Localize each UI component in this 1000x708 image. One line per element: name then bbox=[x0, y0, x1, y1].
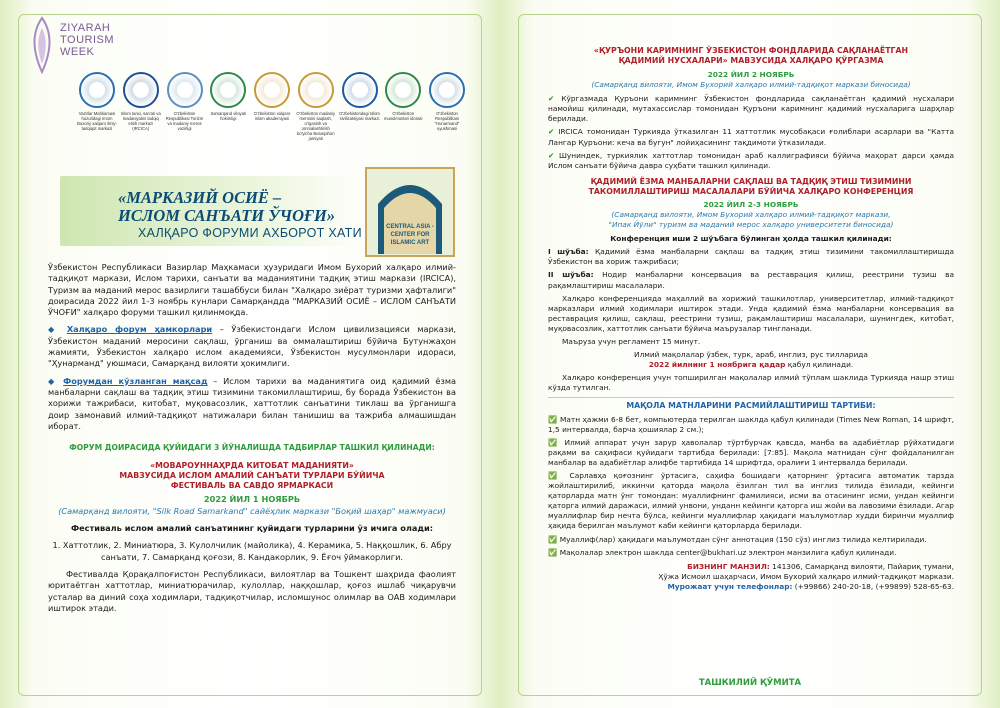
festival-list-title: Фестиваль ислом амалий санъатининг қуйидаги турларини ўз ичига олади: bbox=[70, 523, 434, 534]
partner-logo bbox=[426, 72, 468, 141]
partner-caption: O'zbekiston xalqaro islom akademiyasi bbox=[253, 111, 291, 121]
section-1: I шўъба: Қадимий ёзма манбаларни сақлаш ва тадқиқ этиш тизимини такомиллаштиришда Ўзбекистон ва хориж тажрибаси; bbox=[548, 247, 954, 267]
partner-caption: O'zbekiston Respublikasi Turizm va madaniy meros vazirligi bbox=[165, 111, 204, 131]
festival-list: 1. Хаттотлик, 2. Миниатюра, 3. Кулолчилик (майолика), 4. Керамика, 5. Наққошлик, 6. Абру санъати, 7. Самарқанд қоғози, 8. Кандакорлик, 9. Ёғоч ўймакорлиги. bbox=[52, 540, 452, 562]
partner-caption: Islom tarixi, san'ati va madaniyatini tadqiq etish markazi (IRCICA) bbox=[120, 111, 161, 131]
diamond-bullet-icon: ◆ bbox=[48, 324, 60, 335]
festival-title: «МОВАРОУННАҲРДА КИТОБАТ МАДАНИЯТИ» МАВЗУСИДА ИСЛОМ АМАЛИЙ САНЪАТИ ТУРЛАРИ БЎЙИЧА ФЕСТИВАЛЬ ВА САВДО ЯРМАРКАСИ bbox=[119, 461, 385, 491]
rule-item: ✅ Муаллиф(лар) ҳақидаги маълумотдан сўнг аннотация (150 сўз) инглиз тилида келтирилади. bbox=[548, 534, 927, 544]
rules-section bbox=[548, 397, 954, 557]
rule-item: ✅ Мақолалар электрон шаклда center@bukhari.uz электрон манзилига қабул қилинади. bbox=[548, 547, 897, 557]
svg-text:ISLAMIC ART: ISLAMIC ART bbox=[390, 240, 430, 246]
languages-text: Илмий мақолалар ўзбек, турк, араб, инглиз, рус тилларида bbox=[634, 350, 868, 360]
star-icon bbox=[342, 72, 378, 108]
checkmark-icon: ✔ bbox=[548, 150, 559, 160]
logo-flame-icon bbox=[28, 16, 56, 74]
conference-title: ҚАДИМИЙ ЁЗМА МАНБАЛАРНИ САҚЛАШ ВА ТАДҚИҚ ЭТИШ ТИЗИМИНИ ТАКОМИЛЛАШТИРИШ МАСАЛАЛАРИ БЎЙИЧА ХАЛҚАРО КОНФЕРЕНЦИЯ bbox=[588, 176, 914, 196]
svg-text:CENTRAL ASIA -: CENTRAL ASIA - bbox=[386, 224, 434, 230]
exhibition-date: 2022 ЙИЛ 2 НОЯБРЬ bbox=[707, 70, 795, 79]
partners-paragraph: ◆ Халқаро форум ҳамкорлари – Ўзбекистондаги Ислом цивилизацияси маркази, Ўзбекистон маданий меросини сақлаш, ўрганиш ва оммалаштириш бўйича Бутунжаҳон жамияти, Ўзбекистон халқаро ислом академияси, Ўзбекистон мусулмонлари идораси, "Ҳунарманд" уюшмаси, Самарқанд вилояти ҳокимлиги. bbox=[48, 324, 457, 369]
partner-logo bbox=[251, 72, 293, 141]
deadline-line: 2022 йилнинг 1 ноябрига қадар қабул қилинади. bbox=[648, 360, 854, 370]
rule-item: ✅ Матн ҳажми 6-8 бет, компьютерда терилган шаклда қабул қилинади (Times New Roman, 14 шрифт, 1,5 интервалда, барча ҳошиялар 2 см.); bbox=[548, 414, 954, 434]
building-icon bbox=[167, 72, 203, 108]
partner-logo bbox=[382, 72, 424, 141]
rules-title: МАҚОЛА МАТНЛАРИНИ РАСМИЙЛАШТИРИШ ТАРТИБИ: bbox=[626, 401, 876, 411]
islamic-arch-emblem bbox=[364, 158, 456, 258]
ornament-icon bbox=[254, 72, 290, 108]
regulation-text: Маърузa учун регламент 15 минут. bbox=[562, 336, 701, 346]
exhibition-item: ✔ IRCICA томонидан Туркияда ўтказилган 11 хаттотлик мусобақаси ғолиблари асарлари ва "Катта Лангар Қуръони: кеча ва бугун" лойиҳасининг тақдимоти ўтказилади. bbox=[548, 127, 955, 147]
partner-logo bbox=[76, 72, 118, 141]
checkmark-icon: ✔ bbox=[548, 127, 559, 137]
festival-date: 2022 ЙИЛ 1 НОЯБРЬ bbox=[203, 494, 301, 505]
banner-line-1: «МАРКАЗИЙ ОСИЁ – bbox=[118, 188, 282, 207]
publication-text: Халқаро конференция учун топширилган мақолалар илмий тўплам шаклида Туркияда нашр этиш кўзда тутилган. bbox=[548, 373, 954, 393]
partner-logo bbox=[120, 72, 162, 141]
svg-text:CENTER FOR: CENTER FOR bbox=[390, 232, 430, 238]
partner-logo bbox=[207, 72, 249, 141]
mosque-icon bbox=[385, 72, 421, 108]
emblem-icon bbox=[79, 72, 115, 108]
banner-line-3: ХАЛҚАРО ФОРУМИ АХБОРОТ ХАТИ bbox=[138, 226, 362, 240]
check-circle-icon: ✅ bbox=[548, 414, 561, 424]
conference-paragraph: Халқаро конференцияда маҳаллий ва хорижий ташкилотлар, университетлар, илмий-тадқиқот марказлари илмий ходимлари иштирок этади. Унда қадимий ёзма манбаларни консервация ва реставрация қилиш, сақлаш, реестрини тузиш, рақамлаштириш масалалари, шунингдек, китобат, муқовасозлик, хаттотлик санъати бўйича маърузалар тингланади. bbox=[548, 293, 954, 333]
exhibition-title: «ҚУРЪОНИ КАРИМНИНГ ЎЗБЕКИСТОН ФОНДЛАРИДА САҚЛАНАЁТГАН ҚАДИМИЙ НУСХАЛАРИ» МАВЗУСИДА ХАЛҚАРО ҚЎРГАЗМА bbox=[593, 46, 909, 65]
partner-caption: O'zbekistondagi Islom sivilizatsiyasi markazi bbox=[339, 111, 380, 121]
intro-paragraph: Ўзбекистон Республикаси Вазирлар Маҳкамаси ҳузуридаги Имом Бухорий халқаро илмий-тадқиқот маркази, Ислом тарихи, санъати ва маданиятини тадқиқ этиш маркази (IRCICA), Туризм ва маданий мерос вазирлиги ташаббуси билан "Халқаро зиёрат туризми ҳафталиги" доирасида 2022 йил 1-3 ноябрь кунлари Самарқандда "МАРКАЗИЙ ОСИЁ – ИСЛОМ САНЪАТИ ЎЧОҒИ" халқаро форуми ташкил қилинмоқда. bbox=[48, 262, 456, 318]
rules-list bbox=[548, 415, 954, 558]
state-emblem-icon bbox=[210, 72, 246, 108]
ziyarah-logo: ZIYARAH TOURISM WEEK bbox=[28, 12, 148, 78]
exhibition-items bbox=[548, 94, 954, 171]
phone-line: Мурожаат учун телефонлар: (+99866) 240-20-18, (+99899) 528-65-63. bbox=[667, 581, 954, 591]
exhibition-item: ✔ Кўргазмада Қуръони каримнинг Ўзбекистон фондларида сақланаётган қадимий нусхалари намойиш қилинади, мутахассислар томонидан Қуръони каримнинг қадимий нусхаларига шарҳлар берилади. bbox=[548, 94, 955, 124]
check-circle-icon: ✅ bbox=[548, 534, 560, 544]
section-2: II шўъба: Нодир манбаларни консервация ва реставрация қилиш, реестрини тузиш ва рақамлаштириш масалалари. bbox=[548, 270, 954, 290]
partner-caption: O'zbekiston Respublikasi "Hunarmand" uyushmasi bbox=[434, 111, 460, 131]
rule-item: ✅ Сарлавҳа қоғознинг ўртасига, саҳифа бошидаги қаторнинг ўртасига автоматик тарзда жойлаштирилиб, иккинчи қаторда мақола ёзилган тил ва инглиз тилида ёзилади, кейинги қаторларда матн ўнг томондан: муаллифнинг фамилияси, исми ва отасининг исми, ундан кейинги қаторга илмий даражаси, илмий унвони, унданн кейинги қаторга иш жойи ва лавозими ёзилади. Агар муаллифлар бир нечта бўлса, кейинги муаллифлар ҳақидаги маълумотлар худди биринчи муаллиф ҳақида берилган маълумот каби кейинги қаторларда берилади. bbox=[548, 471, 954, 531]
right-page bbox=[500, 0, 1000, 708]
rule-item: ✅ Илмий аппарат учун зарур ҳаволалар тўртбурчак қавсда, манба ва адабиётлар рўйхатидаги рақами ва саҳифаси қуйидаги тартибда берилади: [7:85]. Мақола матнидан сўнг фойдаланилган манбалар ва адабиётлар алифбе тартибида 14 шрифтда, оралиғи 1 интервалда берилади. bbox=[548, 437, 954, 467]
ornament-icon bbox=[298, 72, 334, 108]
festival-place: (Самарқанд вилояти, "Silk Road Samarkand" сайёҳлик маркази "Боқий шаҳар" мажмуаси) bbox=[58, 505, 446, 516]
check-circle-icon: ✅ bbox=[548, 471, 570, 480]
partner-logo bbox=[295, 72, 337, 141]
partner-caption: Samarqand viloyati hokimligi bbox=[210, 111, 247, 121]
ircica-logo bbox=[123, 72, 159, 108]
banner-line-2: ИСЛОМ САНЪАТИ ЎЧОҒИ» bbox=[118, 206, 336, 225]
check-circle-icon: ✅ bbox=[548, 547, 560, 557]
address-line-2: Ҳўжа Исмоил шаҳарчаси, Имом Бухорий халқаро илмий-тадқиқот маркази. bbox=[658, 571, 954, 581]
sections-title: Конференция иши 2 шўъбага бўлинган ҳолда ташкил қилинади: bbox=[610, 234, 892, 244]
forum-title-banner bbox=[60, 176, 360, 246]
right-body bbox=[548, 46, 954, 592]
goal-paragraph: ◆ Форумдан кўзланган мақсад – Ислом тарихи ва маданиятига оид қадимий ёзма манбаларни сақлаш ва тадқиқ этиш тизимини такомиллаштириш, бу борада Ўзбекистон ва хорижи тажрибаси, китобат, муқовасозлик, хаттотлик санъатини тиклаш ва ўрганишга доир замонавий илмий-тадқиқот натижалари билан танишиш ва тажриба алмашишдан иборат. bbox=[48, 375, 457, 431]
partner-logo bbox=[339, 72, 381, 141]
check-circle-icon: ✅ bbox=[548, 437, 565, 447]
emblem-icon bbox=[429, 72, 465, 108]
partner-caption: O'zbekiston madaniy merosini saqlash, o'rganish va ommalashtirish bo'yicha Butunjahon jamiyati bbox=[296, 111, 336, 141]
festival-closing: Фестивалда Қорақалпоғистон Республикаси, вилоятлар ва Тошкент шаҳрида фаолият юритаётган хаттотлар, миниатюрачилар, кулоллар, наққошлар, қоғоз ишлаб чиқарувчи усталар ва диний соҳа ходимлари, тадқиқотчилар, исломшунос олимлар ва ОАВ ходимлари иштирок этади. bbox=[48, 568, 456, 613]
partner-logo bbox=[164, 72, 206, 141]
contact-block bbox=[548, 562, 954, 592]
partner-caption: Vazirlar Mahkamasi huzuridagi Imom Buxoriy xalqaro ilmiy-tadqiqot markazi bbox=[77, 111, 117, 131]
exhibition-place: (Самарқанд вилояти, Имом Бухорий халқаро илмий-тадқиқот маркази биносида) bbox=[591, 80, 911, 90]
organizing-committee-footer: ТАШКИЛИЙ ҚЎМИТА bbox=[698, 678, 802, 688]
conference-date: 2022 ЙИЛ 2-3 НОЯБРЬ bbox=[703, 199, 799, 209]
address-line: БИЗНИНГ МАНЗИЛ: 141306, Самарқанд вилояти, Пайариқ тумани, bbox=[687, 561, 954, 571]
diamond-bullet-icon: ◆ bbox=[48, 375, 58, 386]
events-heading: ФОРУМ ДОИРАСИДА ҚУЙИДАГИ 3 ЙЎНАЛИШДА ТАДБИРЛАР ТАШКИЛ ҚИЛИНАДИ: bbox=[69, 443, 435, 453]
exhibition-item: ✔ Шуниндек, туркиялик хаттотлар томонидан араб каллиграфияси бўйича маҳорат дарси ҳамда Ислом санъати бўйича давра суҳбати ташкил қилинади. bbox=[548, 150, 955, 170]
checkmark-icon: ✔ bbox=[548, 94, 562, 104]
partner-caption: O'zbekiston musulmonlari idorasi bbox=[384, 111, 423, 121]
left-body bbox=[48, 262, 456, 620]
partner-logos-row bbox=[76, 72, 468, 141]
conference-place: (Самарқанд вилояти, Имом Бухорий халқаро илмий-тадқиқот маркази, "Ипак Йўли" туризм ва маданий мерос халқаро университети биносида) bbox=[608, 209, 894, 230]
